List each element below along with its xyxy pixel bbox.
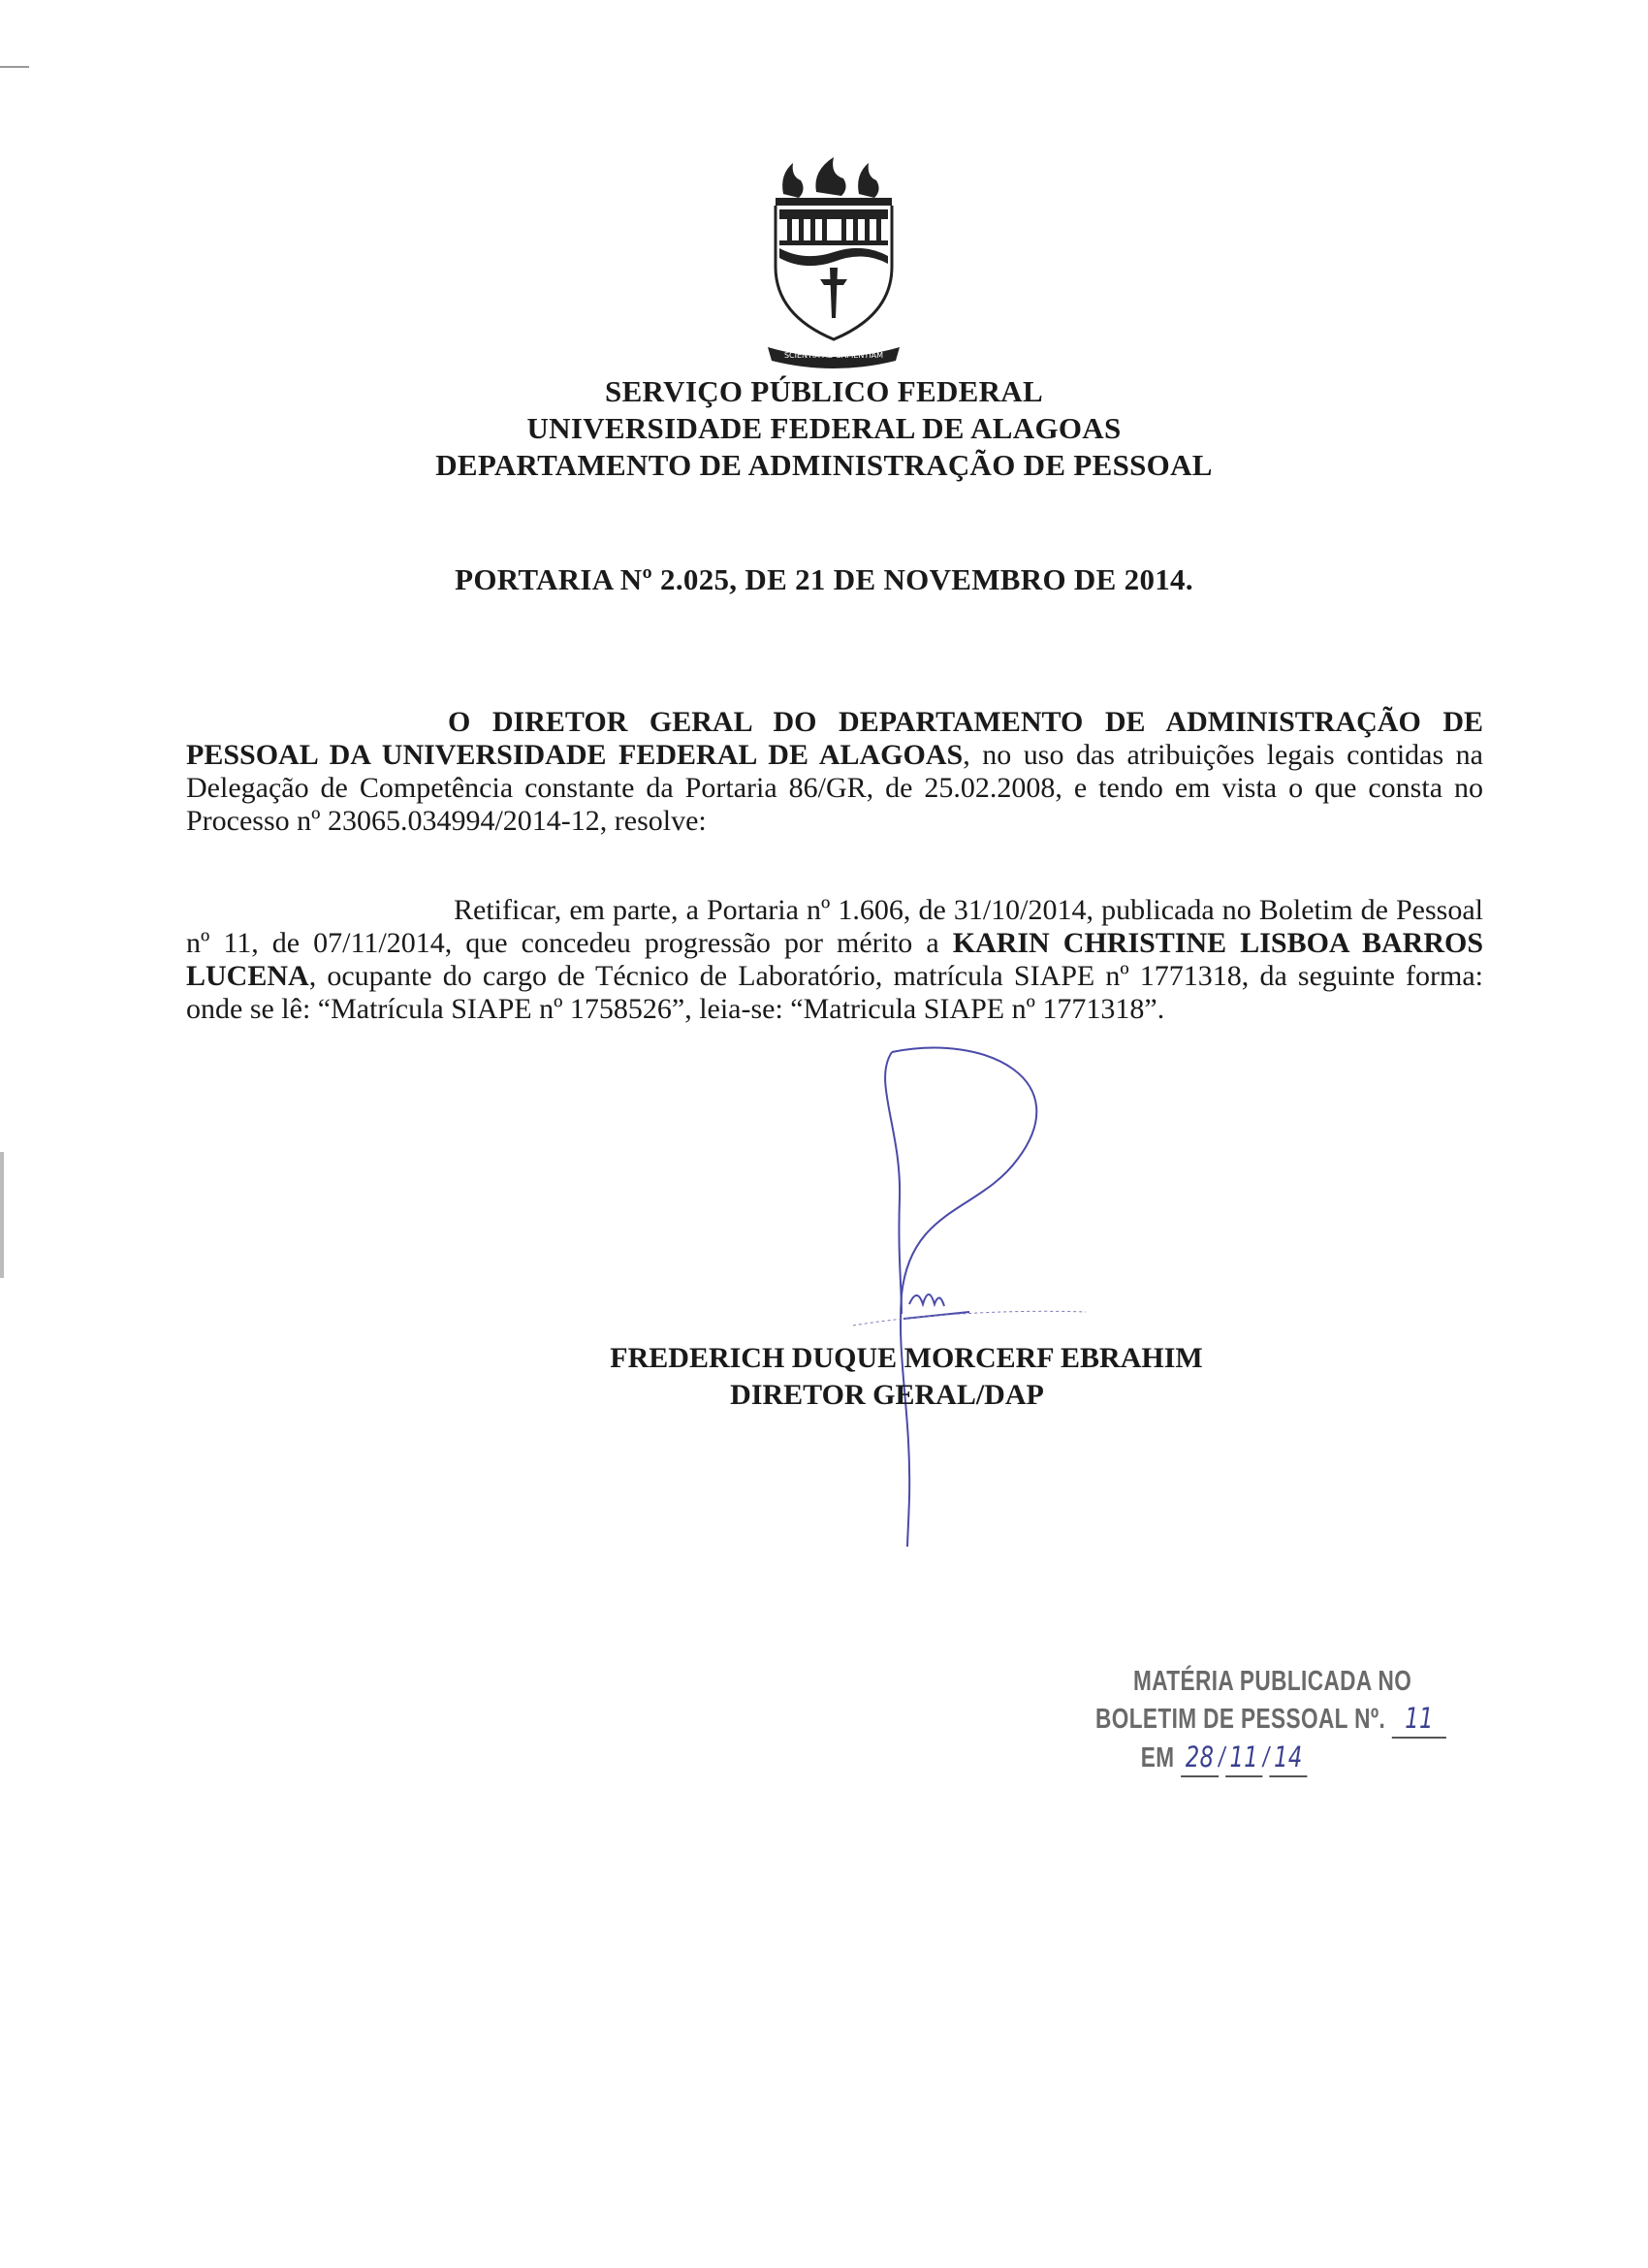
signatory-role: DIRETOR GERAL/DAP (730, 1379, 1044, 1411)
stamp-line-published: MATÉRIA PUBLICADA NO (1133, 1666, 1412, 1697)
resolution-person-name: KARIN CHRISTINE LISBOA BARROS LUCENA (186, 927, 1484, 992)
stamp-line-date: EM 28 / 11 / 14 (1095, 1739, 1398, 1777)
header-line-department: DEPARTAMENTO DE ADMINISTRAÇÃO DE PESSOAL (435, 448, 1213, 482)
stamp-date-month: 11 (1225, 1739, 1263, 1777)
signatory-name: FREDERICH DUQUE MORCERF EBRAHIM (610, 1342, 1203, 1374)
stamp-line-boletim (1095, 1700, 1434, 1739)
scan-edge-mark (0, 66, 29, 68)
stamp-date-label: EM (1140, 1742, 1175, 1773)
university-crest-icon (766, 155, 902, 368)
stamp-boletim-label: BOLETIM DE PESSOAL Nº. (1095, 1704, 1386, 1735)
portaria-title: PORTARIA Nº 2.025, DE 21 DE NOVEMBRO DE 2014. (455, 562, 1193, 596)
svg-text:SCIENTIA AD SAPIENTIAM: SCIENTIA AD SAPIENTIAM (783, 351, 884, 360)
handwritten-signature (853, 1042, 1095, 1547)
document-header (0, 373, 1648, 484)
signature-block (0, 1340, 1648, 1414)
intro-text: , no uso das atribuições legais contidas na Delegação de Competência constante da Portaria 86/GR, de 25.02.2008, e tendo em vista o que consta no Processo nº 23065.034994/2014-12, resolve: (186, 739, 1483, 837)
header-line-service: SERVIÇO PÚBLICO FEDERAL (605, 374, 1043, 408)
resolution-paragraph (186, 894, 1483, 1026)
resolution-text-after: , ocupante do cargo de Técnico de Laboratório, matrícula SIAPE nº 1771318, da seguinte forma: onde se lê: “Matrícula SIAPE nº 1758526”, leia-se: “Matricula SIAPE nº 1771318”. (186, 960, 1483, 1025)
stamp-date-day: 28 (1181, 1739, 1219, 1777)
publication-stamp (1095, 1663, 1434, 1777)
stamp-date-year: 14 (1269, 1739, 1307, 1777)
intro-authority: O DIRETOR GERAL DO DEPARTAMENTO DE ADMINISTRAÇÃO DE PESSOAL DA UNIVERSIDADE FEDERAL DE ALAGOAS (186, 706, 1483, 771)
resolution-text-before: Retificar, em parte, a Portaria nº 1.606, de 31/10/2014, publicada no Boletim de Pessoal nº 11, de 07/11/2014, que concedeu progressão por mérito a (186, 894, 1483, 959)
stamp-boletim-number: 11 (1392, 1700, 1446, 1739)
header-line-university: UNIVERSIDADE FEDERAL DE ALAGOAS (526, 411, 1122, 445)
intro-paragraph (186, 706, 1483, 838)
scan-edge-mark (0, 1152, 4, 1278)
